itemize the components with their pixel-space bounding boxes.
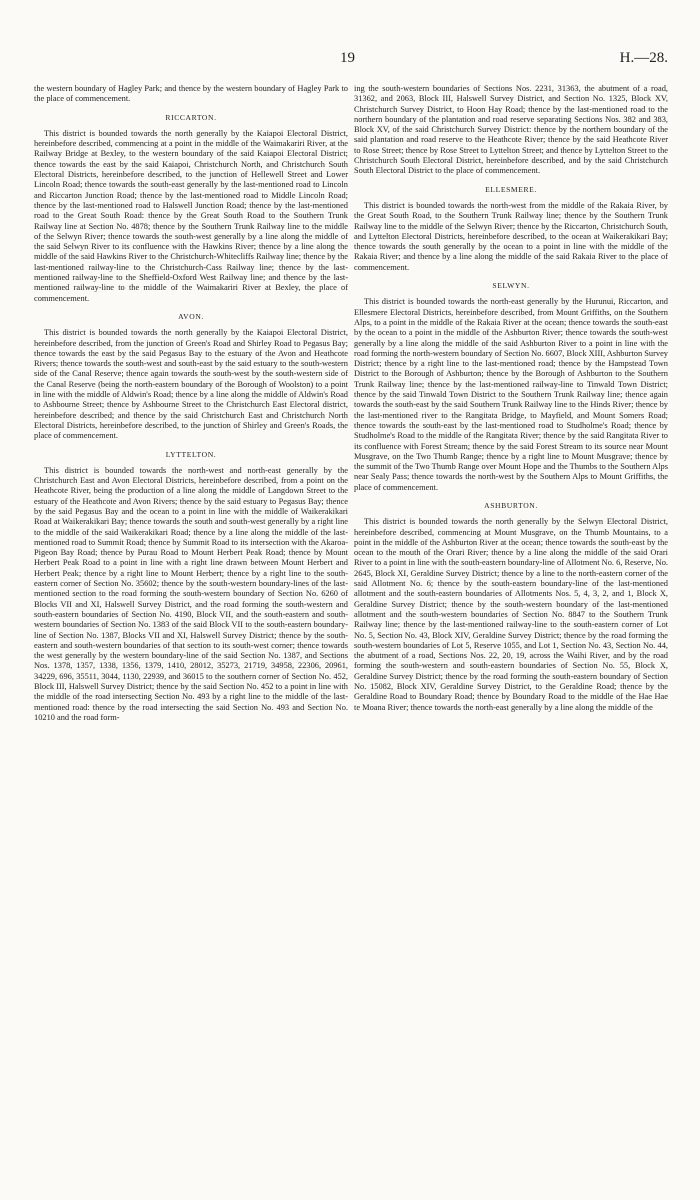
paragraph: This district is bounded towards the north generally by the Selwyn Electoral District, hereinbefore described, commencing at Mount Musgrave, on the Thumb Mountains, to a point in the middle of the Ashburton River at the ocean; thence towards the south-east by the ocean to the mouth of the Orari River; thence by a line along the middle of the said Orari River to a point in line with the south-eastern boundary-line of Allotment No. 6, Reserve, No. 2645, Block XI, Geraldine Survey District; thence by a line to the north-eastern corner of the said Allotment No. 6; thence by the south-eastern boundary-line of the last-mentioned allotment and the south-eastern boundaries of Allotments Nos. 5, 4, 3, 2, and 1, Block X, Geraldine Survey District; thence by the south-western boundary of the last-mentioned allotment and the south-western boundaries of Section No. 8847 to the Southern Trunk Railway line; thence by the last-mentioned railway-line to the south-eastern corner of Lot No. 5, Section No. 43, Block XIV, Geraldine Survey District; thence by the road forming the south-western boundaries of Lot 5, Reserve 1055, and Lot 1, Section No. 43, Section No. 44, the abutment of a road, Sections Nos. 22, 20, 19, across the Waihi River, and by the road forming the south-western and south-eastern boundaries of Section No. 55, Block X, Geraldine Survey District; thence by the road forming the south-eastern boundary of Section No. 15082, Block XIV, Geraldine Survey District, to the Geraldine Road; thence by the Geraldine Road to Boundary Road; thence by Boundary Road to the middle of the Hae Hae te Moana River; thence towards the north-east generally by a line along the middle of the (354, 517, 668, 712)
page-number: 19 (340, 50, 355, 66)
continued-paragraph: the western boundary of Hagley Park; and thence by the western boundary of Hagley Park to the place of commencement. (34, 84, 348, 104)
paragraph: This district is bounded towards the north-west from the middle of the Rakaia River, by the Great South Road, to the Southern Trunk Railway line; thence by the Southern Trunk Railway line to the middle of the Selwyn River; thence by the Riccarton, Christchurch South, and Lyttelton Electoral Districts, hereinbefore described, to the ocean at Waikerakikari Bay; thence towards the south generally by the ocean to a point in line with the middle of the Rakaia River; and thence by a line along the middle of the said Rakaia River to the place of commencement. (354, 200, 668, 272)
right-text-column (354, 84, 668, 1194)
paragraph: This district is bounded towards the north generally by the Kaiapoi Electoral District, hereinbefore described, commencing at a point in the middle of the Waimakariri River, at the Railway Bridge at Bexley, to the western boundary of the said Kaiapoi Electoral District; thence towards the east by the said Kaiapoi, Christchurch North, and Christchurch South Electoral Districts, hereinbefore described, to the junction of Hellewell Street and Lower Lincoln Road; thence towards the south-east generally by the last-mentioned road to Lincoln and Riccarton Junction Road; thence by the last-mentioned road to Middle Lincoln Road; thence by the last-mentioned road to Halswell Junction Road; thence by the last-mentioned road to the Great South Road: thence by the Great South Road to the Southern Trunk Railway line at Section No. 4878; thence by the Southern Trunk Railway line to the middle of the Selwyn River; thence towards the south-west generally by a line along the middle of the said Selwyn River to its confluence with the Hawkins River; thence by a line along the middle of the said Hawkins River to the Christchurch-Whitecliffs Railway line; thence by the last-mentioned railway-line to the Christchurch-Cass Railway line; thence by the last-mentioned railway-line to the Sheffield-Oxford West Railway line; and thence by the last-mentioned railway-line to the middle of the Waimakariri River at Bexley, the place of commencement. (34, 128, 348, 303)
paragraph: This district is bounded towards the north-east generally by the Hurunui, Riccarton, and Ellesmere Electoral Districts, hereinbefore described, from Mount Griffiths, on the Southern Alps, to a point in the middle of the Rakaia River at the ocean; thence towards the south-east by the ocean to a point in the middle of the Ashburton River; thence towards the south-west generally by a line along the middle of the said Ashburton River to a point in line with the road forming the north-western boundary of Section No. 6607, Block XIII, Ashburton Survey District; thence by a right line to the last-mentioned road; thence by the Hampstead Town District to the Borough of Ashburton; thence by the Borough of Ashburton to the Southern Trunk Railway line; thence by the last-mentioned railway-line to Tinwald Town District; thence by the said Tinwald Town District to the Southern Trunk Railway line; thence again towards the south-east by the said Southern Trunk Railway line to the Hinds River; thence by the last-mentioned river to the Rangitata Bridge, to Mayfield, and Mount Somers Road; thence towards the south-east by the last-mentioned road to Studholme's Road; thence by Studholme's Road to the middle of the Rangitata River; thence by the said Rangitata River to its confluence with Forest Stream; thence by the said Forest Stream to its source near Mount Musgrave, on the Two Thumb Range; thence by a right line to Mount Musgrave; thence by the summit of the Two Thumb Range over Mount Hope and the Thumbs to the Southern Alps near Sealy Pass; thence towards the north-west by the Southern Alps to Mount Griffiths, the place of commencement. (354, 297, 668, 492)
document-reference: H.—28. (619, 50, 668, 66)
section-heading: SELWYN. (492, 281, 530, 291)
page-header (0, 50, 700, 74)
section-heading: ASHBURTON. (484, 500, 538, 510)
paragraph: This district is bounded towards the north generally by the Kaiapoi Electoral District, hereinbefore described, from the junction of Green's Road and Shirley Road to Pegasus Bay; thence towards the east by the said Pegasus Bay to the estuary of the Avon and Heathcote Rivers; thence towards the south-west and south-east by the said estuary to the south-western side of the Canal Reserve; thence again towards the south-west by the south-western side of the Canal Reserve (being the north-eastern boundary of the Borough of Woolston) to a point in line with the middle of Aldwin's Road; thence by a line along the middle of Aldwin's Road to Ashbourne Street; thence by Ashbourne Street to the Christchurch East Electoral district, hereinbefore described; and thence by the said Christchurch East and Christchurch North Electoral Districts, hereinbefore described, to the junction of Shirley and Green's Roads, the place of commencement. (34, 328, 348, 441)
section-heading: ELLESMERE. (485, 184, 537, 194)
section-heading: RICCARTON. (165, 112, 217, 122)
left-text-column (34, 84, 348, 1194)
paragraph: This district is bounded towards the north-west and north-east generally by the Christchurch East and Avon Electoral Districts, hereinbefore described, from a point on the Heathcote River, being the production of a line along the middle of Langdown Street to the estuary of the Heathcote and Avon Rivers; thence by the said estuary to Pegasus Bay; thence by the said Pegasus Bay and the ocean to a point in line with the middle of Waikerakikari Road at Waikerakikari Bay; thence towards the south and south-west generally by a right line to the middle of the said Waikerakikari Road; thence by a line along the middle of the last-mentioned road to Summit Road; thence by Summit Road to its intersection with the Akaroa-Pigeon Bay Road; thence by Purau Road to Mount Herbert Peak Road; thence by Mount Herbert Peak Road to a point in line with a right line drawn between Mount Herbert and Herbert Peak; thence by a right line to Mount Herbert; thence by a right line to the south-eastern corner of Section No. 35602; thence by the south-western boundary-lines of the last-mentioned section to the road forming the south-western boundary of Section No. 6260 of Blocks VII and XI, Halswell Survey District, and the road forming the south-western and south-eastern boundaries of Section No. 4190, Block VII, and the south-eastern and south-western boundaries of Section No. 1383 of the said Block VII to the south-eastern boundary-line of Section No. 1387, Blocks VII and XI, Halswell Survey District; thence by the south-eastern and south-western boundaries of that section to its south-west corner; thence towards the west generally by the western boundary-line of the said Section No. 1387, and Sections Nos. 1378, 1357, 1338, 1356, 1379, 1410, 28012, 35273, 21719, 34958, 22306, 20961, 34229, 696, 35511, 3044, 1130, 22939, and 36015 to the southern corner of Section No. 452, Block III, Halswell Survey District; thence by the said Section No. 452 to a point in line with the middle of the road intersecting Section No. 493 by a right line to the middle of the last-mentioned road: thence by the road intersecting the said Section No. 493 and Section No. 10210 and the road form- (34, 465, 348, 722)
section-heading: AVON. (178, 311, 204, 321)
section-heading: LYTTELTON. (165, 449, 217, 459)
continued-paragraph: ing the south-western boundaries of Sections Nos. 2231, 31363, the abutment of a road, 31362, and 2063, Block III, Halswell Survey District, and Section No. 1325, Block XV, Christchurch Survey District, to Hoon Hay Road; thence by the last-mentioned road to the northern boundary of the plantation and road reserve separating Sections Nos. 382 and 383, Block XV, of the said Christchurch Survey District: thence by the northern boundary of the said plantation and road reserve to the Heathcote River; thence by the said Heathcote River to Rose Street; thence by Rose Street to Lyttelton Street; and thence by Lyttelton Street to the Christchurch South Electoral District, hereinbefore described, and by the said Christchurch South Electoral District to the place of commencement. (354, 84, 668, 176)
